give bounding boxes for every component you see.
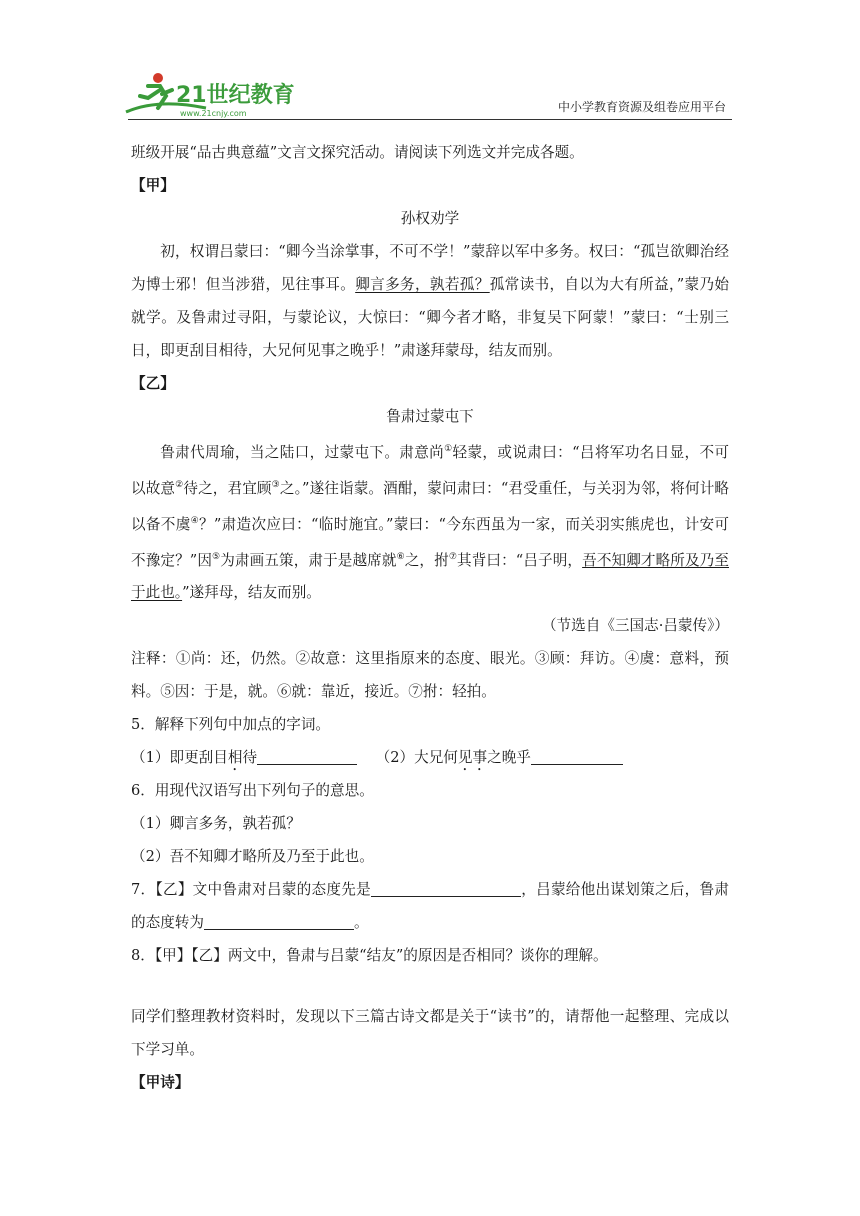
passage-title-jia: 孙权劝学 [400, 210, 460, 227]
passage-yi-text: 鲁肃代周瑜，当之陆口，过蒙屯下。肃意尚 [160, 443, 445, 461]
q5-item2-dotted: 见事 [457, 749, 488, 767]
spacer [131, 972, 729, 1000]
note-marker: ⑥ [396, 551, 405, 562]
q7-answer-blank-2[interactable] [204, 911, 354, 930]
passage-yi-text: 轻蒙，或说肃曰：“吕将军功名日显，不可以故意 [131, 443, 729, 497]
q5-answer-blank-1[interactable] [257, 746, 357, 765]
note-marker: ⑤ [212, 551, 221, 562]
q5-item1-dotted: 相 [227, 749, 243, 767]
note-marker: ⑦ [448, 551, 457, 562]
q7-answer-blank-1[interactable] [371, 878, 521, 897]
passage-yi-text: 之。”遂往诣蒙。酒酣，蒙问肃曰：“君受重任，与关羽为邻，将何计略以备不虞 [131, 479, 730, 533]
section-label-jiashi: 【甲诗】 [131, 1074, 190, 1092]
passage-yi-text: 之，拊 [404, 551, 449, 569]
question-5-items [131, 741, 729, 774]
q5-item2-text: 之晚乎 [487, 749, 531, 767]
platform-name: 中小学教育资源及组卷应用平台 [557, 100, 726, 114]
header-divider [128, 119, 732, 120]
section-label-jia: 【甲】 [131, 177, 175, 194]
page-header [0, 0, 860, 130]
question-6-item-1: （1）卿言多务，孰若孤？ [131, 815, 301, 833]
passage-title-yi: 鲁肃过蒙屯下 [386, 408, 474, 425]
passage-yi [131, 433, 729, 609]
passage-yi-text: 其背曰：“吕子明， [457, 551, 583, 569]
section-label-yi: 【乙】 [131, 375, 175, 392]
question-6-item-2: （2）吾不知卿才略所及乃至于此也。 [131, 848, 374, 866]
q5-answer-blank-2[interactable] [531, 746, 623, 765]
q7-text: 。 [353, 914, 369, 932]
passage-jia [131, 235, 729, 367]
intro-paragraph-2: 同学们整理教材资料时，发现以下三篇古诗文都是关于“读书”的，请帮他一起整理、完成以下学习单。 [131, 1008, 729, 1059]
question-5-stem: 5．解释下列句中加点的字词。 [131, 716, 331, 734]
note-marker: ③ [271, 479, 280, 490]
logo-url: www.21cnjy.com [180, 109, 247, 118]
note-marker: ④ [190, 515, 199, 526]
passage-jia-part2: 孤常读书，自以为大有所益，”蒙乃始就学。及鲁肃过寻阳，与蒙论议，大惊曰：“卿今者才略，非复吴下阿蒙！”蒙曰：“士别三日，即更刮目相待，大兄何见事之晚乎！”肃遂拜蒙母，结友而别。 [131, 276, 729, 359]
site-logo [118, 68, 298, 120]
passage-jia-underlined: 卿言多务，孰若孤？ [355, 276, 490, 293]
passage-yi-text: 为肃画五策，肃于是越席就 [220, 551, 397, 569]
document-body [131, 136, 729, 1099]
passage-yi-text: ？”肃造次应曰：“临时施宜。”蒙曰：“今东西虽为一家，而关羽实熊虎也，计安可不豫定？”因 [131, 515, 729, 569]
note-marker: ② [175, 479, 184, 490]
passage-jia-part1: 初，权谓吕蒙曰：“卿今当涂掌事，不可不学！”蒙辞以军中多务。权曰：“孤岂欲卿治经为博士邪！但当涉猎，见往事耳。 [131, 243, 729, 293]
q5-item2-text: （2）大兄何 [375, 749, 458, 767]
q5-item1-text: （1）即更刮目 [131, 749, 228, 767]
passage-yi-underlined: 吾不知卿才略所及乃至于此也。 [131, 551, 729, 602]
passage-yi-text: ”遂拜母，结友而别。 [182, 584, 321, 602]
question-7 [131, 873, 729, 939]
logo-text: 21世纪教育 [176, 83, 295, 108]
source-citation: （节选自《三国志·吕蒙传》） [541, 617, 729, 635]
intro-paragraph: 班级开展“品古典意蕴”文言文探究活动。请阅读下列选文并完成各题。 [131, 144, 584, 161]
note-marker: ① [444, 444, 453, 454]
q7-text: 7．【乙】文中鲁肃对吕蒙的态度先是 [131, 881, 371, 899]
question-8: 8．【甲】【乙】两文中，鲁肃与吕蒙“结友”的原因是否相同？谈你的理解。 [131, 947, 608, 965]
q5-item1-text: 待 [242, 749, 258, 767]
passage-yi-text: 待之，君宜顾 [183, 479, 272, 497]
annotations: 注释：①尚：还，仍然。②故意：这里指原来的态度、眼光。③顾：拜访。④虞：意料，预料。⑤因：于是，就。⑥就：靠近，接近。⑦拊：轻拍。 [131, 650, 729, 701]
q7-text: ，吕蒙给他出谋划策之后，鲁肃的态度转为 [131, 881, 729, 932]
question-6-stem: 6．用现代汉语写出下列句子的意思。 [131, 782, 374, 800]
